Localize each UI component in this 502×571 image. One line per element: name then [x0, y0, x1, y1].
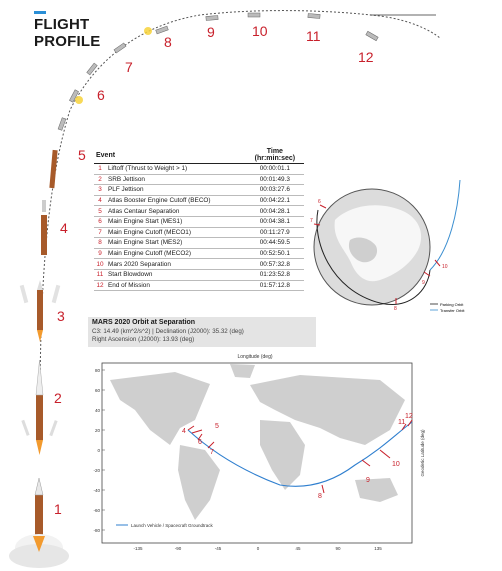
map-label-5: 5: [215, 423, 219, 430]
event-time: 00:03:27.6: [246, 185, 304, 196]
map-label-6: 6: [198, 439, 202, 446]
event-time: 00:04:22.1: [246, 195, 304, 206]
event-name: Atlas Centaur Separation: [106, 206, 246, 217]
stage-markers: [58, 13, 378, 130]
event-name: Liftoff (Thrust to Weight > 1): [106, 164, 246, 175]
map-label-7: 7: [210, 449, 214, 456]
svg-text:20: 20: [94, 428, 100, 433]
time-header: Time (hr:min:sec): [246, 147, 304, 164]
event-number: 7: [94, 227, 106, 238]
map-legend-groundtrack: Launch Vehicle / Spacecraft Groundtrack: [131, 523, 213, 528]
event-time: 00:04:28.1: [246, 206, 304, 217]
svg-text:-135: -135: [133, 546, 143, 551]
engine-glow-mes1: [75, 96, 83, 104]
map-xlabel: Longitude (deg): [237, 354, 273, 360]
event-row: [94, 216, 304, 227]
map-label-12: 12: [405, 413, 413, 420]
svg-text:-90: -90: [174, 546, 182, 551]
separation-line-2: Right Ascension (J2000): 13.93 (deg): [92, 336, 195, 343]
engine-glow-mes2: [144, 27, 152, 35]
map-x-ticks: [133, 546, 382, 551]
event-number: 3: [94, 185, 106, 196]
event-row: [94, 269, 304, 280]
globe-legend-parking: Parking Orbit: [440, 302, 464, 307]
step-label-7: 7: [125, 59, 133, 75]
step-label-5: 5: [78, 147, 86, 163]
event-number: 8: [94, 238, 106, 249]
event-number: 10: [94, 259, 106, 270]
rocket-beco: [41, 200, 47, 255]
event-table: [94, 147, 304, 291]
event-row: [94, 195, 304, 206]
event-time: 01:57:12.8: [246, 280, 304, 291]
event-time: 00:01:49.3: [246, 174, 304, 185]
map-label-4: 4: [182, 428, 186, 435]
globe-label-9: 9: [422, 280, 425, 286]
map-ylabel: Geodetic Latitude (deg): [420, 429, 425, 477]
svg-text:0: 0: [256, 546, 260, 551]
event-row: [94, 238, 304, 249]
event-time: 00:04:38.1: [246, 216, 304, 227]
event-row: [94, 185, 304, 196]
event-number: 4: [94, 195, 106, 206]
title-line-1: FLIGHT: [34, 16, 90, 33]
event-time: 01:23:52.8: [246, 269, 304, 280]
event-row: [94, 248, 304, 259]
rocket-plf-jettison: [20, 280, 61, 342]
step-label-4: 4: [60, 220, 68, 236]
map-label-11: 11: [398, 419, 406, 426]
event-number: 12: [94, 280, 106, 291]
event-table-body: [94, 164, 304, 291]
step-label-10: 10: [252, 23, 268, 39]
step-label-12: 12: [358, 49, 374, 65]
step-label-8: 8: [164, 34, 172, 50]
event-number: 6: [94, 216, 106, 227]
svg-text:-60: -60: [93, 508, 100, 513]
svg-text:-45: -45: [214, 546, 222, 551]
event-name: Main Engine Start (MES2): [106, 238, 246, 249]
step-label-1: 1: [54, 501, 62, 517]
globe-transfer-orbit: [430, 180, 460, 270]
globe-label-6: 6: [318, 199, 321, 205]
event-name: Mars 2020 Separation: [106, 259, 246, 270]
event-name: PLF Jettison: [106, 185, 246, 196]
event-time: 00:00:01.1: [246, 164, 304, 175]
event-number: 5: [94, 206, 106, 217]
rocket-liftoff: [9, 478, 69, 568]
event-name: End of Mission: [106, 280, 246, 291]
event-time: 00:52:50.1: [246, 248, 304, 259]
globe-label-7: 7: [310, 218, 313, 224]
event-name: Atlas Booster Engine Cutoff (BECO): [106, 195, 246, 206]
event-header: Event: [94, 147, 246, 164]
event-number: 9: [94, 248, 106, 259]
rocket-srb-jettison: [21, 360, 57, 455]
globe-legend-transfer: Transfer Orbit: [440, 308, 465, 313]
separation-title: MARS 2020 Orbit at Separation: [92, 319, 196, 326]
svg-text:-20: -20: [93, 468, 100, 473]
svg-text:90: 90: [335, 546, 341, 551]
step-label-2: 2: [54, 390, 62, 406]
svg-text:-80: -80: [93, 528, 100, 533]
globe-label-10: 10: [442, 264, 448, 270]
event-number: 11: [94, 269, 106, 280]
title-line-2: PROFILE: [34, 33, 101, 50]
event-name: Start Blowdown: [106, 269, 246, 280]
event-time: 00:57:32.8: [246, 259, 304, 270]
event-name: Main Engine Start (MES1): [106, 216, 246, 227]
event-time: 00:11:27.9: [246, 227, 304, 238]
svg-text:60: 60: [94, 388, 100, 393]
event-time: 00:44:59.5: [246, 238, 304, 249]
event-row: [94, 206, 304, 217]
globe-illustration: [310, 180, 500, 320]
event-number: 1: [94, 164, 106, 175]
separation-line-1: C3: 14.49 (km^2/s^2) | Declination (J2000): 35.32 (deg): [92, 328, 244, 335]
svg-text:45: 45: [295, 546, 301, 551]
groundtrack-map: [80, 350, 430, 562]
step-label-6: 6: [97, 87, 105, 103]
step-label-9: 9: [207, 24, 215, 40]
map-label-8: 8: [318, 493, 322, 500]
event-row: [94, 174, 304, 185]
svg-text:0: 0: [97, 448, 100, 453]
map-label-9: 9: [366, 477, 370, 484]
step-label-3: 3: [57, 308, 65, 324]
svg-text:-40: -40: [93, 488, 100, 493]
event-row: [94, 259, 304, 270]
step-label-11: 11: [306, 28, 321, 44]
svg-text:40: 40: [94, 408, 100, 413]
event-row: [94, 280, 304, 291]
event-name: SRB Jettison: [106, 174, 246, 185]
event-row: [94, 164, 304, 175]
event-name: Main Engine Cutoff (MECO1): [106, 227, 246, 238]
svg-text:80: 80: [94, 368, 100, 373]
rocket-separation: [49, 150, 57, 188]
event-row: [94, 227, 304, 238]
map-y-ticks: [93, 368, 100, 533]
event-number: 2: [94, 174, 106, 185]
event-name: Main Engine Cutoff (MECO2): [106, 248, 246, 259]
map-label-10: 10: [392, 461, 400, 468]
svg-text:135: 135: [374, 546, 382, 551]
globe-label-8: 8: [394, 306, 397, 312]
